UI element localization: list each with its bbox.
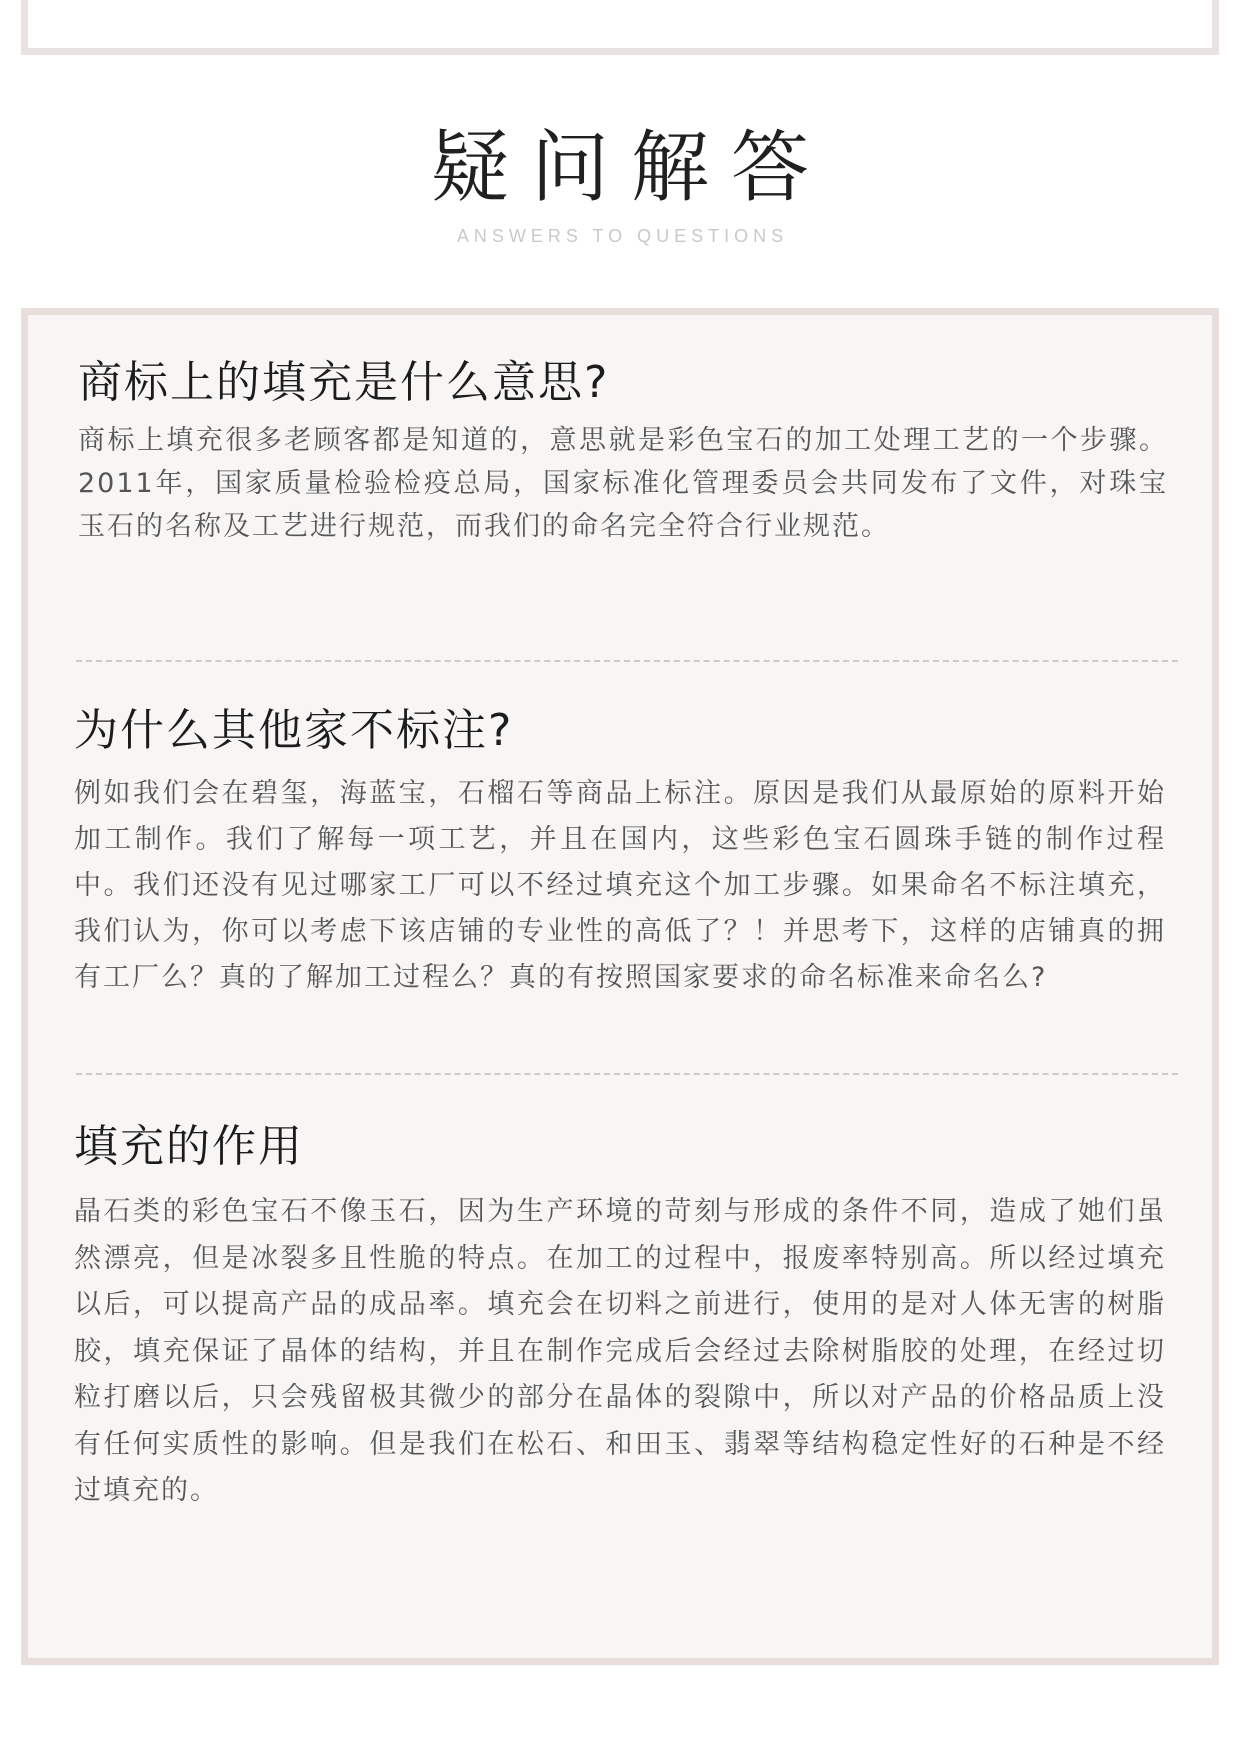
section-heading [0,118,1240,247]
faq-item-filling-purpose [74,1119,1174,1515]
page-title: 疑问解答 [430,123,831,213]
faq-answer: 商标上填充很多老顾客都是知道的，意思就是彩色宝石的加工处理工艺的一个步骤。2011年，国家质量检验检疫总局，国家标准化管理委员会共同发布了文件，对珠宝玉石的名称及工艺进行规范，而我们的命名完全符合行业规范。 [78,425,1168,542]
faq-question: 为什么其他家不标注? [74,705,514,756]
faq-answer: 晶石类的彩色宝石不像玉石，因为生产环境的苛刻与形成的条件不同，造成了她们虽然漂亮，但是冰裂多且性脆的特点。在加工的过程中，报废率特别高。所以经过填充以后，可以提高产品的成品率。填充会在切料之前进行，使用的是对人体无害的树脂胶，填充保证了晶体的结构，并且在制作完成后会经过去除树脂胶的处理，在经过切粒打磨以后，只会残留极其微少的部分在晶体的裂隙中，所以对产品的价格品质上没有任何实质性的影响。但是我们在松石、和田玉、翡翠等结构稳定性好的石种是不经过填充的。 [74,1196,1166,1506]
page-subtitle: ANSWERS TO QUESTIONS [456,226,789,246]
top-panel-frame [21,0,1219,55]
faq-question: 填充的作用 [74,1121,304,1172]
faq-item-trademark-filling [74,355,1174,548]
faq-divider [76,660,1178,662]
faq-question: 商标上的填充是什么意思? [78,357,610,408]
faq-panel [21,308,1219,1665]
faq-item-why-others-not-label [74,703,1174,1001]
faq-answer: 例如我们会在碧玺，海蓝宝，石榴石等商品上标注。原因是我们从最原始的原料开始加工制作。我们了解每一项工艺，并且在国内，这些彩色宝石圆珠手链的制作过程中。我们还没有见过哪家工厂可以不经过填充这个加工步骤。如果命名不标注填充，我们认为，你可以考虑下该店铺的专业性的高低了？！并思考下，这样的店铺真的拥有工厂么？真的了解加工过程么？真的有按照国家要求的命名标准来命名么? [74,778,1166,993]
faq-divider [76,1073,1178,1075]
